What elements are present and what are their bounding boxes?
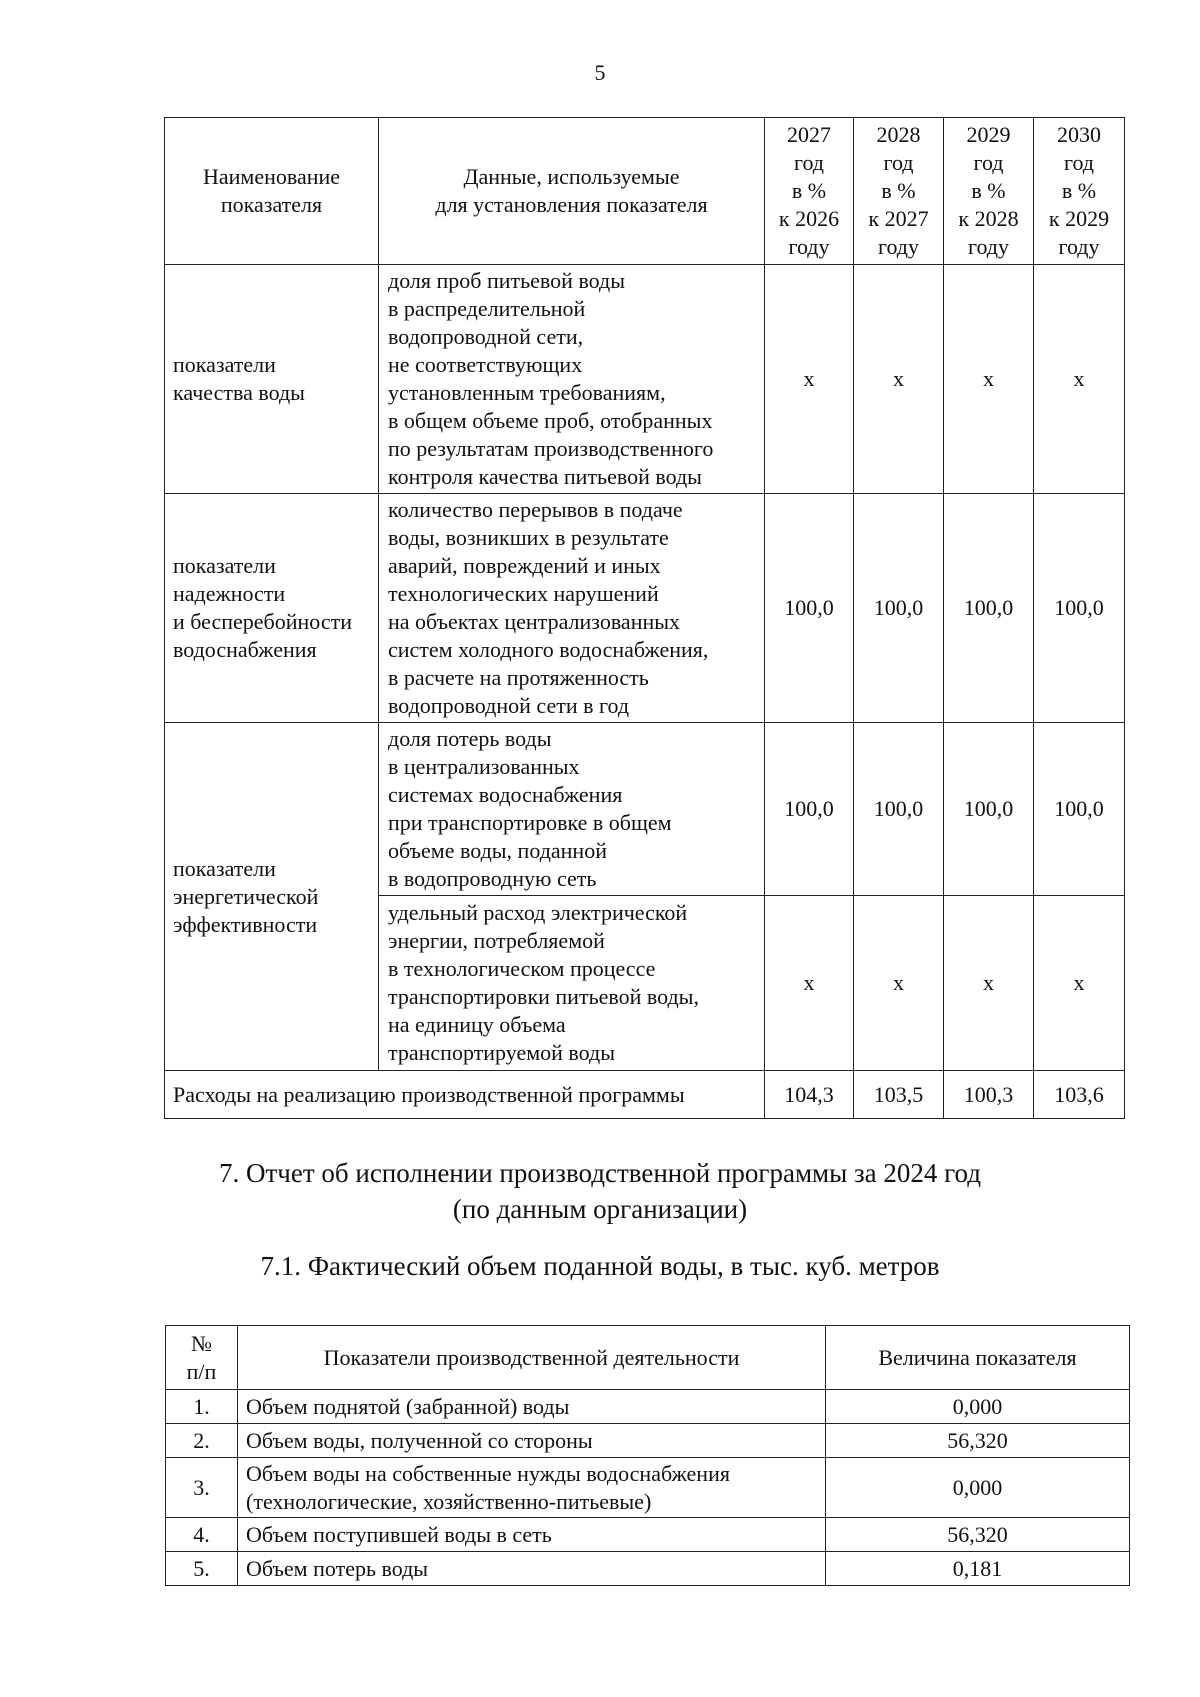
header-text: год xyxy=(1063,150,1095,175)
header-text: Данные, используемые xyxy=(463,164,680,189)
value-cell: 104,3 xyxy=(765,1071,854,1119)
row-value: 0,181 xyxy=(826,1552,1130,1586)
value-cell: 100,0 xyxy=(944,494,1034,723)
section-title xyxy=(0,1155,1200,1227)
header-text: в % xyxy=(881,178,916,203)
cell-text: доля потерь воды xyxy=(388,726,552,751)
cell-text: по результатам производственного xyxy=(388,436,714,461)
row-label: Объем поступившей воды в сеть xyxy=(238,1518,826,1552)
header-text: 2030 xyxy=(1057,122,1101,147)
section-title-line: 7. Отчет об исполнении производственной программы за 2024 год xyxy=(218,1158,982,1188)
header-text: в % xyxy=(791,178,827,203)
header-text: 2027 xyxy=(787,122,831,147)
expenses-row xyxy=(165,1071,1125,1119)
cell-text: показатели xyxy=(173,855,276,881)
header-text: году xyxy=(877,234,920,259)
indicator-name-cell xyxy=(165,265,379,494)
cell-text: систем холодного водоснабжения, xyxy=(388,637,709,662)
table-row xyxy=(165,494,1125,723)
header-text: в % xyxy=(971,178,1006,203)
cell-text: объеме воды, поданной xyxy=(388,838,607,863)
header-year-2030 xyxy=(1034,118,1125,265)
cell-text: в технологическом процессе xyxy=(388,956,656,981)
cell-text: транспортировки питьевой воды, xyxy=(388,984,699,1009)
cell-text: аварий, повреждений и иных xyxy=(388,553,661,578)
header-text: год xyxy=(793,150,825,175)
header-year-2027 xyxy=(765,118,854,265)
row-label: Объем потерь воды xyxy=(238,1552,826,1586)
cell-text: не соответствующих xyxy=(388,352,583,377)
indicator-name-cell xyxy=(165,494,379,723)
cell-text: энергетической xyxy=(173,883,319,909)
header-text: для установления показателя xyxy=(435,192,708,217)
row-label: Объем воды, полученной со стороны xyxy=(238,1424,826,1458)
cell-text: в централизованных xyxy=(388,754,580,779)
header-data-used xyxy=(379,118,765,265)
header-year-2029 xyxy=(944,118,1034,265)
row-value: 56,320 xyxy=(826,1518,1130,1552)
header-text: № xyxy=(191,1330,212,1356)
row-value: 0,000 xyxy=(826,1390,1130,1424)
header-text: п/п xyxy=(186,1358,217,1384)
header-text: году xyxy=(1058,234,1100,259)
indicator-desc-cell xyxy=(379,494,765,723)
cell-text: водопроводной сети в год xyxy=(388,693,630,718)
header-text: году xyxy=(967,234,1010,259)
header-text: год xyxy=(883,150,914,175)
cell-text: доля проб питьевой воды xyxy=(388,268,626,293)
table-row xyxy=(166,1424,1130,1458)
value-cell: 100,0 xyxy=(1034,723,1125,896)
cell-text: на объектах централизованных xyxy=(388,609,681,634)
value-cell: 100,3 xyxy=(944,1071,1034,1119)
page-number: 5 xyxy=(594,60,606,85)
header-text: Наименование xyxy=(202,164,341,189)
header-indicator-name xyxy=(165,118,379,265)
value-cell: 100,0 xyxy=(765,494,854,723)
row-num: 1. xyxy=(166,1390,238,1424)
header-text: к 2026 xyxy=(778,206,840,231)
row-label xyxy=(238,1458,826,1518)
cell-text: водоснабжения xyxy=(173,637,317,662)
row-num: 3. xyxy=(166,1458,238,1518)
row-num: 2. xyxy=(166,1424,238,1458)
header-text: 2029 xyxy=(966,122,1011,147)
header-text: в % xyxy=(1061,178,1097,203)
value-cell: 100,0 xyxy=(1034,494,1125,723)
indicator-name-cell xyxy=(165,723,379,1071)
table-header-row xyxy=(166,1326,1130,1390)
cell-text: системах водоснабжения xyxy=(388,782,623,807)
header-text: год xyxy=(973,150,1004,175)
header-year-2028 xyxy=(854,118,944,265)
value-cell: 100,0 xyxy=(854,494,944,723)
cell-text: количество перерывов в подаче xyxy=(388,497,683,522)
water-volume-table xyxy=(165,1325,1130,1586)
value-cell: х xyxy=(1034,265,1125,494)
table-row xyxy=(166,1458,1130,1518)
cell-text: энергии, потребляемой xyxy=(388,928,605,953)
header-text: показателя xyxy=(220,192,323,217)
header-text: к 2027 xyxy=(868,206,929,231)
header-text: к 2029 xyxy=(1048,206,1110,231)
cell-text: показатели xyxy=(173,352,276,377)
indicator-desc-cell xyxy=(379,896,765,1071)
cell-text: на единицу объема xyxy=(388,1012,566,1037)
header-num xyxy=(166,1326,238,1390)
cell-text: показатели xyxy=(173,553,276,578)
cell-text: (технологические, хозяйственно-питьевые) xyxy=(246,1488,652,1514)
value-cell: х xyxy=(1034,896,1125,1071)
table-header-row xyxy=(165,118,1125,265)
header-indicator: Показатели производственной деятельности xyxy=(238,1326,826,1390)
row-num: 4. xyxy=(166,1518,238,1552)
table-row xyxy=(166,1390,1130,1424)
header-text: к 2028 xyxy=(958,206,1019,231)
header-value: Величина показателя xyxy=(826,1326,1130,1390)
header-text: году xyxy=(788,234,830,259)
indicators-table xyxy=(164,117,1125,1119)
cell-text: в расчете на протяженность xyxy=(388,665,649,690)
table-row xyxy=(166,1518,1130,1552)
cell-text: и бесперебойности xyxy=(173,609,352,634)
cell-text: при транспортировке в общем xyxy=(388,810,672,835)
cell-text: транспортируемой воды xyxy=(388,1040,616,1065)
expenses-label: Расходы на реализацию производственной программы xyxy=(165,1071,765,1119)
value-cell: 100,0 xyxy=(854,723,944,896)
table-row xyxy=(165,723,1125,896)
cell-text: в общем объеме проб, отобранных xyxy=(388,408,713,433)
value-cell: 103,5 xyxy=(854,1071,944,1119)
indicator-desc-cell xyxy=(379,265,765,494)
value-cell: х xyxy=(944,896,1034,1071)
cell-text: технологических нарушений xyxy=(388,581,659,606)
row-label: Объем поднятой (забранной) воды xyxy=(238,1390,826,1424)
header-text: 2028 xyxy=(876,122,921,147)
value-cell: 100,0 xyxy=(944,723,1034,896)
cell-text: надежности xyxy=(173,581,286,606)
cell-text: установленным требованиям, xyxy=(388,380,666,405)
table-row xyxy=(166,1552,1130,1586)
cell-text: в распределительной xyxy=(388,296,586,321)
cell-text: водопроводной сети, xyxy=(388,324,584,349)
cell-text: воды, возникших в результате xyxy=(388,525,669,550)
row-value: 56,320 xyxy=(826,1424,1130,1458)
section-title-line: (по данным организации) xyxy=(452,1194,748,1224)
value-cell: 100,0 xyxy=(765,723,854,896)
cell-text: эффективности xyxy=(173,911,318,937)
row-num: 5. xyxy=(166,1552,238,1586)
value-cell: х xyxy=(765,265,854,494)
cell-text: удельный расход электрической xyxy=(388,900,688,925)
cell-text: Объем воды на собственные нужды водоснабжения xyxy=(246,1460,730,1486)
value-cell: х xyxy=(854,896,944,1071)
cell-text: качества воды xyxy=(173,380,305,405)
table-row xyxy=(165,265,1125,494)
value-cell: х xyxy=(944,265,1034,494)
cell-text: контроля качества питьевой воды xyxy=(388,464,702,489)
value-cell: 103,6 xyxy=(1034,1071,1125,1119)
subsection-title: 7.1. Фактический объем поданной воды, в тыс. куб. метров xyxy=(260,1251,940,1281)
cell-text: в водопроводную сеть xyxy=(388,866,597,891)
row-value: 0,000 xyxy=(826,1458,1130,1518)
value-cell: х xyxy=(854,265,944,494)
indicator-desc-cell xyxy=(379,723,765,896)
value-cell: х xyxy=(765,896,854,1071)
